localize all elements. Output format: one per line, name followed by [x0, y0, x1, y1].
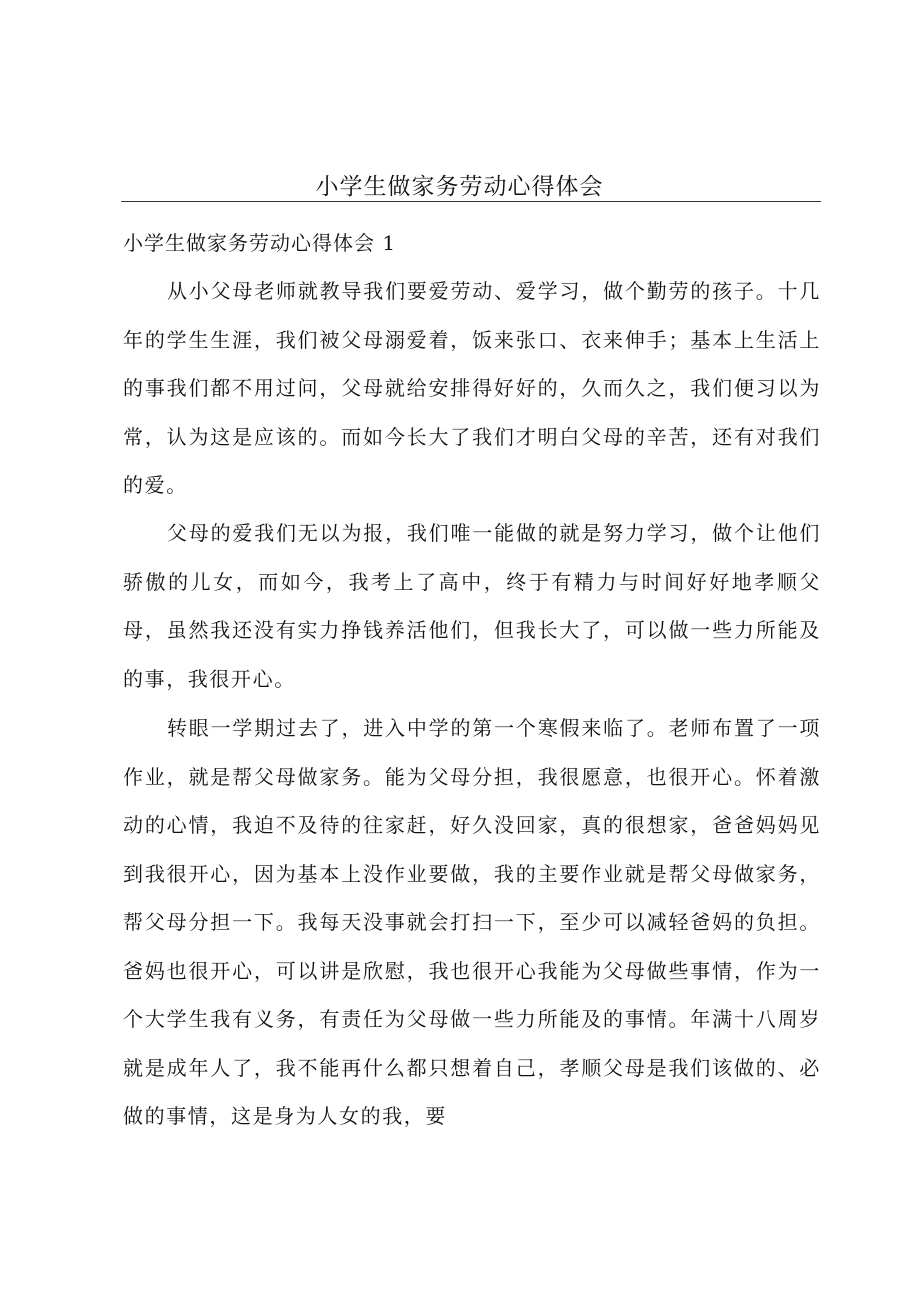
body-paragraph-2: 父母的爱我们无以为报，我们唯一能做的就是努力学习，做个让他们骄傲的儿女，而如今，我考上了高中，终于有精力与时间好好地孝顺父母，虽然我还没有实力挣钱养活他们，但我长大了，可以做一些力所能及的事，我很开心。: [123, 521, 821, 691]
title-underline: [121, 201, 821, 202]
body-paragraph-3: 转眼一学期过去了，进入中学的第一个寒假来临了。老师布置了一项作业，就是帮父母做家务。能为父母分担，我很愿意，也很开心。怀着激动的心情，我迫不及待的往家赶，好久没回家，真的很想家，爸爸妈妈见到我很开心，因为基本上没作业要做，我的主要作业就是帮父母做家务，帮父母分担一下。我每天没事就会打扫一下，至少可以减轻爸妈的负担。爸妈也很开心，可以讲是欣慰，我也很开心我能为父母做些事情，作为一个大学生我有义务，有责任为父母做一些力所能及的事情。年满十八周岁就是成年人了，我不能再什么都只想着自己，孝顺父母是我们该做的、必做的事情，这是身为人女的我，要: [123, 716, 821, 1128]
body-paragraph-1: 从小父母老师就教导我们要爱劳动、爱学习，做个勤劳的孩子。十几年的学生生涯，我们被父母溺爱着，饭来张口、衣来伸手；基本上生活上的事我们都不用过问，父母就给安排得好好的，久而久之，我们便习以为常，认为这是应该的。而如今长大了我们才明白父母的辛苦，还有对我们的爱。: [123, 279, 821, 497]
section-heading: 小学生做家务劳动心得体会 1: [123, 231, 397, 255]
document-title: 小学生做家务劳动心得体会: [315, 174, 604, 200]
